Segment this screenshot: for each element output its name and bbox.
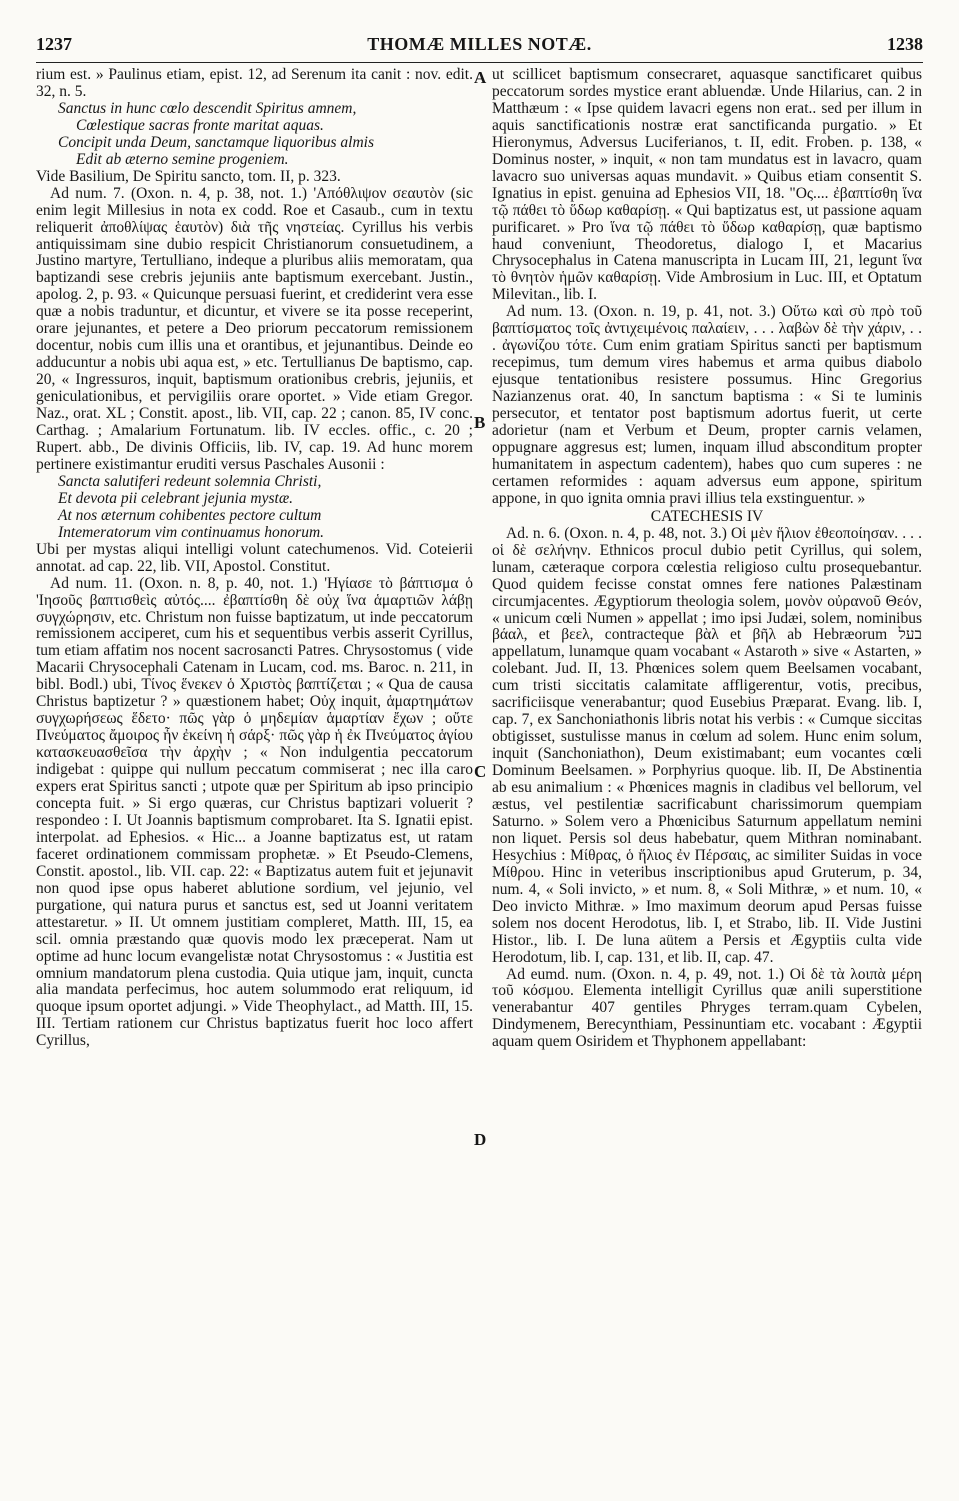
paragraph: rium est. » Paulinus etiam, epist. 12, ad Serenum ita canit : nov. edit. 32, n. 5. — [36, 66, 473, 100]
verse-line: Sancta salutiferi redeunt solemnia Christi, — [58, 472, 322, 490]
left-column — [36, 67, 473, 1050]
verse-line: Intemeratorum vim continuamus honorum. — [58, 523, 325, 541]
verse-line: Cœlestique sacras fronte maritat aquas. — [76, 116, 324, 134]
paragraph: Ad. n. 6. (Oxon. n. 4, p. 48, not. 3.) Οἱ μὲν ἥλιον ἐθεοποίησαν. . . . οἱ δὲ σελήνην. Ethnicos procul dubio petit Cyrillus, qui solem, lunam, cæteraque corpora cœlestia religioso cultu prosequebantur. Quod quidem fecisse constat omnes fere nationes Palæstinam circumjacentes. Ægyptiorum theologia solem, μονὸν οὐρανοῦ Θεόν, « unicum cœli Numen » appellat ; imo ipsi Judæi, solem, nominibus βάαλ, et βεελ, contracteque βὰλ et βῆλ ab Hebræorum בעל appellatum, lunamque quam vocabant « Astaroth » sive « Astarten, » colebant. Jud. II, 13. Phœnices solem quem Beelsamen vocabant, cum tristi siccitatis calamitate affligerentur, votis, precibus, sacrificiisque venerabantur; quod Eusebius Præparat. Evang. lib. I, cap. 7, ex Sanchoniathonis libris notat his verbis : « Cumque siccitas obtigisset, sustulisse manus in cœlum ad solem. Hunc enim solum, inquit (Sanchoniathon), Deum existimabant; eum vocantes cœli Dominum Beelsamen. » Porphyrius quoque. lib. II, De Abstinentia ab esu animalium : « Phœnices magnis in cladibus vel bellorum, vel æstus, vel pestilentiæ sacrificabunt charissimorum quempiam Saturno. » Solem vero a Phœnicibus Saturnum appellatum nemini non liquet. Persis sol deus habebatur, quem Mithran nominabant. Hesychius : Μίθρας, ὁ ἥλιος ἐν Πέρσαις, ac similiter Suidas in voce Μίθρου. Hinc in veteribus inscriptionibus apud Gruterum, p. 34, num. 4, « Soli invicto, » et num. 8, « Soli Mithræ, » et num. 10, « Deo invicto Mithræ. » Imo maximum deorum apud Persas fuisse solem nos docent Herodotus, lib. I, et Strabo, lib. II. Vide Justini Histor., lib. I. De luna aütem a Persis et Ægyptiis culta vide Herodotum, lib. I, cap. 131, et lib. II, cap. 47. — [492, 524, 922, 966]
right-column — [492, 67, 922, 1051]
verse-block — [36, 101, 473, 169]
verse-line: Sanctus in hunc cœlo descendit Spiritus amnem, — [58, 99, 357, 117]
paragraph: Ad num. 13. (Oxon. n. 19, p. 41, not. 3.) Οὕτω καὶ σὺ πρὸ τοῦ βαπτίσματος τοῖς ἀντιχειμένοις παλαίειν, . . . λαβὼν δὲ τὴν χάριν, . . . ἀγωνίζου τότε. Cum enim gratiam Spiritus sancti per baptismum recepimus, tum demum vires habemus et arma quibus diabolo ejusque tentationibus resistere possumus. Hinc Gregorius Nazianzenus orat. 40, In sanctum baptisma : « Si te luminis persecutor, et tentator post baptismum adortus fuerit, ut certe adorietur (nam et Verbum et Deum, propter carnis velamen, oppugnare aggresus est; lumen, inquam illud absconditum propter humanitatem in aspectum cadentem), habes quo cum superes : ne certamen reformides : aquam adversus eum appone, spiritum appone, in quo ignita omnia pravi illius tela exstinguentur. » — [492, 303, 922, 507]
paragraph: Ad num. 11. (Oxon. n. 8, p. 40, not. 1.) 'Ηγίασε τὸ βάπτισμα ὁ 'Ιησοῦς βαπτισθεὶς αὐτός.... ἐβαπτίσθη δὲ οὐχ ἵνα ἁμαρτιῶν λάβῃ συγχώρησιν, etc. Christum non fuisse baptizatum, ut inde peccatorum remissionem acciperet, cum his et sequentibus verbis asserit Cyrillus, tum etiam affatim nos nocent sacrosancti Patres. Chrysostomus ( vide Macarii Chrysocephali Catenam in Lucam, cod. ms. Baroc. n. 211, in bibl. Bodl.) ubi, Τίνος ἕνεκεν ὁ Χριστὸς βαπτίζεται ; « Qua de causa Christus baptizetur ? » quæstionem habet; Οὐχ inquit, ἁμαρτημάτων συγχωρήσεως ἕδετο· πῶς γὰρ ὁ μηδεμίαν ἁμαρτίαν ἔχων ; οὔτε Πνεύματος ἄμοιρος ἦν ἐκείνη ἡ σάρξ· πῶς γὰρ ἡ ἐκ Πνεύματος ἁγίου κατασκευασθεῖσα τὴν ἀρχὴν ; « Non indulgentia peccatorum indigebat : quippe qui nullum peccatum commiserat ; nec illa caro expers erat Spiritus sancti ; utpote quæ per Spiritum ab ipso principio concepta fuit. » Si ergo quæras, cur Christus baptizari voluerit ? respondeo : I. Ut Joannis baptismum comprobaret. Ita S. Ignatii epist. interpolat. ad Ephesios. « Hic... a Joanne baptizatus est, ut ratam faceret ordinationem commissam prophetæ. » Et Pseudo-Clemens, Constit. apostol., lib. VII. cap. 22: « Baptizatus autem fuit et jejunavit non quod ipse opus haberet ablutione sordium, vel jejunio, vel purgatione, qui natura purus et sanctus est, sed ut Joanni veritatem attestaretur. » II. Ut omnem justitiam compleret, Matth. III, 15, ea scil. omnia præstando quæ quovis modo lex præceperat. Nam ut optime ad hunc locum evangelistæ notat Chrysostomus : « Justitia est omnium mandatorum plena custodia. Quia utique jam, inquit, cuncta alia mandata perfecimus, hoc autem solummodo erat reliquum, id quoque ipsum oportet adjungi. » Vide Theophylact., ad Matth. III, 15. III. Tertiam rationem cur Christus baptizatus fuerit hoc loco affert Cyrillus, — [36, 574, 473, 1050]
verse-line: Edit ab æterno semine progeniem. — [76, 150, 289, 168]
page-number-left: 1237 — [36, 34, 72, 54]
section-heading: CATECHESIS IV — [650, 507, 764, 525]
verse-line: At nos æternum cohibentes pectore cultum — [58, 506, 322, 524]
margin-letter-b: B — [474, 413, 486, 432]
paragraph: Ad num. 7. (Oxon. n. 4, p. 38, not. 1.) 'Απόθλιψον σεαυτὸν (sic enim legit Millesius in nota ex codd. Roe et Casaub., cum in textu reliquerit ἀποθλίψας ἑαυτὸν) διὰ τῆς νηστείας. Cyrillus his verbis antiquissimam sine dubio respicit Christianorum consuetudinem, a Justino martyre, Tertulliano, indeque a pluribus aliis memoratam, qua baptizandi sese crebris jejuniis ante baptismum exercebant. Justin., apolog. 2, p. 93. « Quicunque persuasi fuerint, et crediderint vera esse quæ a nobis traduntur, et dicuntur, et vivere se ita posse receperint, orare jejunantes, et petere a Deo priorum peccatorum remissionem docentur, nobis cum illis una et orantibus, et jejunantibus. Deinde eo adducuntur a nobis ubi aqua est, » etc. Tertullianus De baptismo, cap. 20, « Ingressuros, inquit, baptismum orationibus crebris, jejuniis, et geniculationibus, et pervigiliis orare oportet. » Vide etiam Gregor. Naz., orat. XL ; Constit. apost., lib. VII, cap. 22 ; canon. 85, IV conc. Carthag. ; Amalarium Fortunatum. lib. IV eccles. offic., c. 20 ; Rupert. abb., De divinis Officiis, lib. IV, cap. 19. Ad hunc morem pertinere existimantur eruditi versus Paschales Ausonii : — [36, 184, 473, 473]
paragraph: Ad eumd. num. (Oxon. n. 4, p. 49, not. 1.) Οἱ δὲ τὰ λοιπὰ μέρη τοῦ κόσμου. Elementa intelligit Cyrillus quæ anili superstitione venerabantur 407 gentiles Phryges terram.quam Cybelen, Dindymenem, Berecynthiam, Pessinuntiam etc. vocabant : Ægyptii aquam quem Osiridem et Thyphonem appellabant: — [492, 965, 922, 1051]
running-header — [36, 34, 923, 60]
verse-line: Concipit unda Deum, sanctamque liquoribus almis — [58, 133, 375, 151]
verse-line: Et devota pii celebrant jejunia mystæ. — [58, 489, 294, 507]
verse-block — [36, 474, 473, 542]
margin-letter-c: C — [474, 762, 487, 781]
header-rule — [36, 62, 923, 63]
margin-letter-d: D — [474, 1130, 487, 1149]
margin-letter-a: A — [474, 68, 487, 87]
paragraph: Ubi per mystas aliqui intelligi volunt catechumenos. Vid. Coteierii annotat. ad cap. 22, lib. VII, Apostol. Constitut. — [36, 540, 473, 575]
paragraph: Vide Basilium, De Spiritu sancto, tom. II, p. 323. — [36, 167, 341, 185]
page-number-right: 1238 — [887, 34, 923, 54]
paragraph: ut scillicet baptismum consecraret, aquasque sanctificaret quibus peccatorum sordes mystice erant abluendæ. Unde Hilarius, can. 2 in Matthæum : « Ipse quidem lavacri egens non erat.. sed per illum in aquis sanctificationis nostræ erat sanctificanda purgatio. » Et Hieronymus, Adversus Luciferianos, t. II, edit. Froben. p. 138, « Dominus noster, » inquit, « non tam mundatus est in lavacro, quam lavacro suo universas aquas mundavit. » Quibus etiam consentit S. Ignatius in epist. genuina ad Ephesios VII, 18. "Ος.... ἐβαπτίσθη ἵνα τῷ πάθει τὸ ὕδωρ καθαρίσῃ. « Qui baptizatus est, ut passione aquam purificaret. » Pro ἵνα τῷ πάθει τὸ ὕδωρ καθαρίσῃ, quæ baptismo haud conveniunt, Theodoretus, dialogo I, et Macarius Chrysocephalus in Catena manuscripta in Lucam III, 21, legunt ἵνα τὸ θνητὸν ἡμῶν καθαρίσῃ. Vide Ambrosium in Luc. III, et Optatum Milevitan., lib. I. — [492, 66, 922, 304]
running-title: THOMÆ MILLES NOTÆ. — [367, 34, 592, 54]
